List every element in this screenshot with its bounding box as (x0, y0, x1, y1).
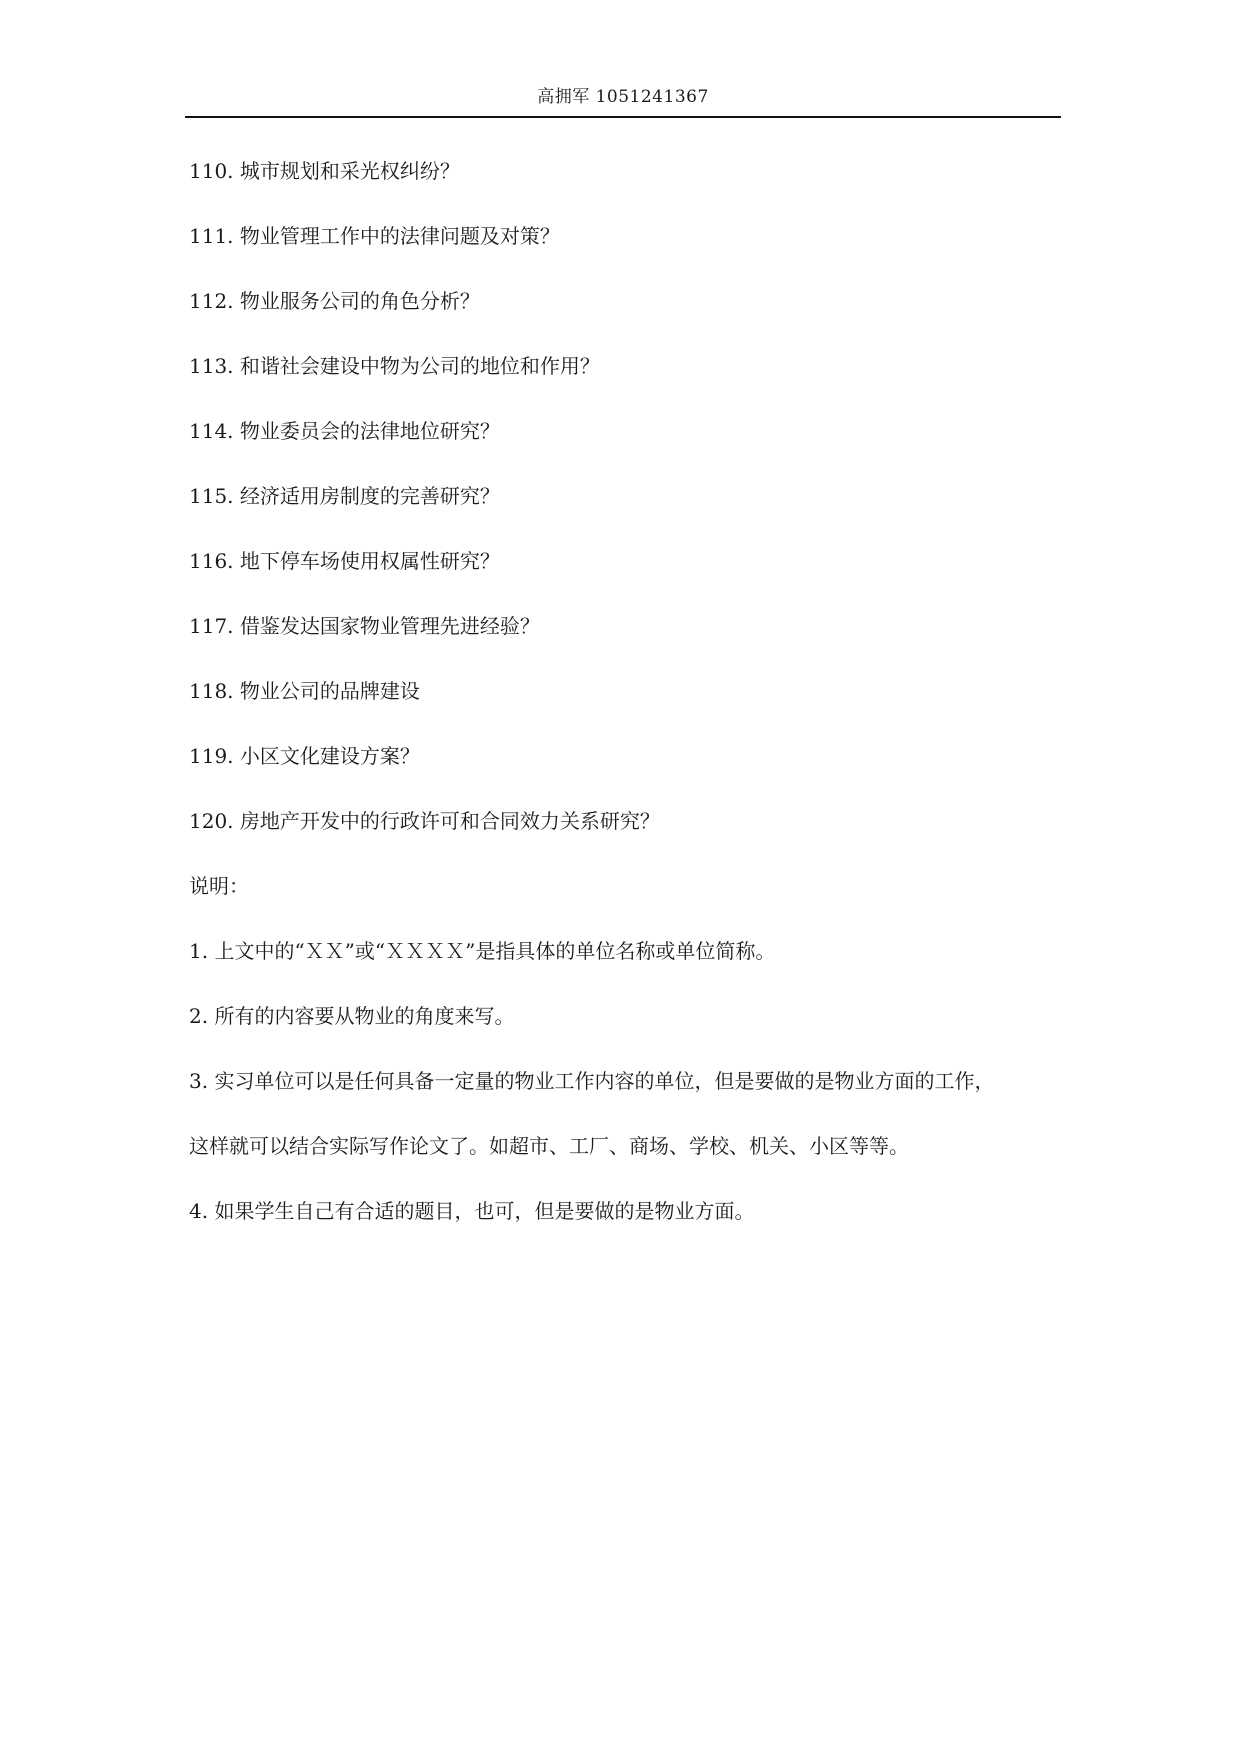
topic-item-112: 112. 物业服务公司的角色分析？ (189, 289, 480, 313)
note-item-1: 1. 上文中的“ＸＸ”或“ＸＸＸＸ”是指具体的单位名称或单位简称。 (189, 939, 776, 963)
topic-item-114: 114. 物业委员会的法律地位研究？ (189, 419, 500, 443)
notes-heading: 说明： (189, 874, 249, 898)
note-item-3: 3. 实习单位可以是任何具备一定量的物业工作内容的单位，但是要做的是物业方面的工作， (189, 1069, 995, 1093)
page-header (185, 86, 1061, 118)
topic-item-117: 117. 借鉴发达国家物业管理先进经验？ (189, 614, 540, 638)
topic-item-120: 120. 房地产开发中的行政许可和合同效力关系研究？ (189, 809, 660, 833)
note-item-4: 4. 如果学生自己有合适的题目，也可，但是要做的是物业方面。 (189, 1199, 755, 1223)
note-item-3-continued: 这样就可以结合实际写作论文了。如超市、工厂、商场、学校、机关、小区等等。 (189, 1134, 909, 1158)
topic-item-110: 110. 城市规划和采光权纠纷？ (189, 159, 460, 183)
note-item-2: 2. 所有的内容要从物业的角度来写。 (189, 1004, 515, 1028)
topic-item-116: 116. 地下停车场使用权属性研究？ (189, 549, 500, 573)
topic-item-119: 119. 小区文化建设方案？ (189, 744, 420, 768)
topic-item-111: 111. 物业管理工作中的法律问题及对策？ (189, 224, 560, 248)
topic-item-115: 115. 经济适用房制度的完善研究？ (189, 484, 500, 508)
topic-item-118: 118. 物业公司的品牌建设 (189, 679, 420, 703)
topic-item-113: 113. 和谐社会建设中物为公司的地位和作用？ (189, 354, 600, 378)
document-body (189, 157, 1069, 1262)
header-text: 高拥军 1051241367 (537, 87, 709, 107)
